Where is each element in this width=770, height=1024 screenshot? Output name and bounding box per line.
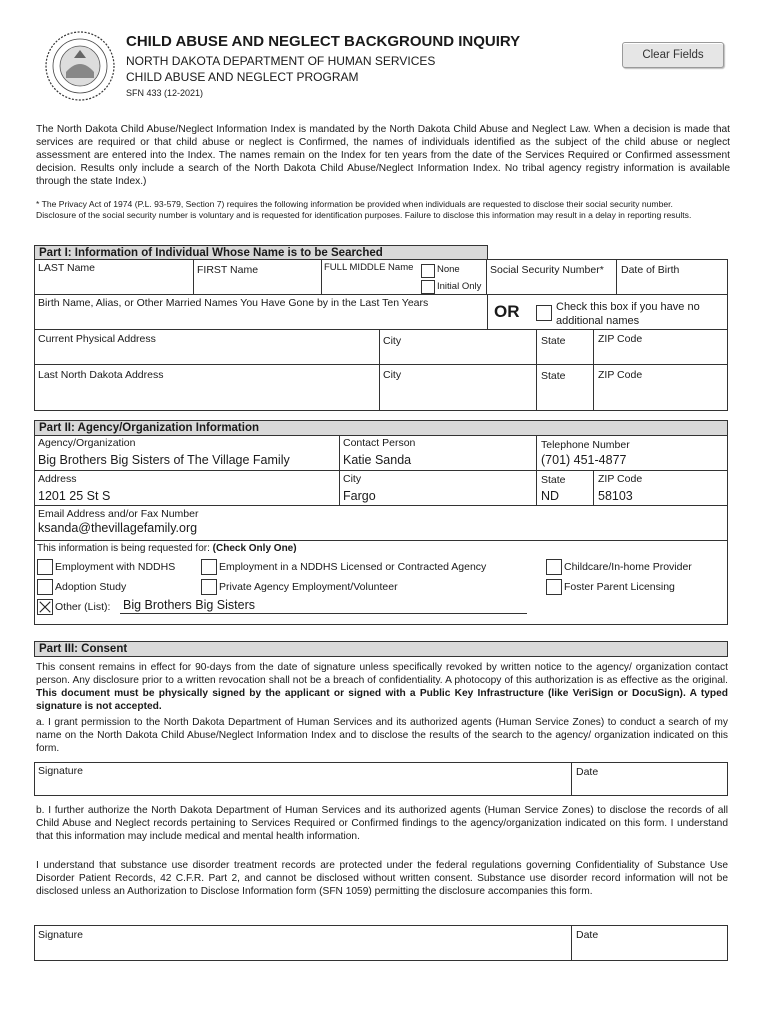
childcare-checkbox[interactable] bbox=[546, 559, 562, 575]
childcare-label: Childcare/In-home Provider bbox=[564, 561, 692, 573]
initial-only-checkbox[interactable] bbox=[421, 280, 435, 294]
last-name-label: LAST Name bbox=[38, 262, 95, 274]
agency-label: Agency/Organization bbox=[38, 437, 136, 449]
address-label: Address bbox=[38, 473, 77, 485]
other-input-line bbox=[120, 613, 527, 614]
ssn-label: Social Security Number* bbox=[490, 264, 604, 276]
signature-a-label: Signature bbox=[38, 765, 83, 777]
telephone-value: (701) 451-4877 bbox=[541, 453, 627, 467]
part3-header: Part III: Consent bbox=[34, 641, 728, 657]
contact-person-value: Katie Sanda bbox=[343, 453, 412, 467]
initial-only-label: Initial Only bbox=[437, 281, 482, 292]
requested-for-label: This information is being requested for: (Check Only One) bbox=[37, 543, 297, 554]
consent-text: This consent remains in effect for 90-days from the date of signature unless specifically revoked by written notice to the agency/ organization contact person. Any disclosure prior to a written revocation shall not be a breach of confidentiality. A photocopy of this authorization is as effective as the original. This document must be physically signed by the applicant or signed with a Public Key Infrastructure (like VeriSign or DocuSign). A typed signature is not accepted. bbox=[36, 662, 728, 712]
adoption-study-label: Adoption Study bbox=[55, 581, 127, 593]
agency-value: Big Brothers Big Sisters of The Village Family bbox=[38, 453, 290, 467]
employment-agency-checkbox[interactable] bbox=[201, 559, 217, 575]
last-nd-address-label: Last North Dakota Address bbox=[38, 369, 164, 381]
adoption-study-checkbox[interactable] bbox=[37, 579, 53, 595]
current-zip-label: ZIP Code bbox=[598, 333, 643, 345]
private-agency-checkbox[interactable] bbox=[201, 579, 217, 595]
clear-fields-button[interactable]: Clear Fields bbox=[622, 42, 724, 68]
current-city-label: City bbox=[383, 335, 402, 347]
none-label: None bbox=[437, 264, 460, 275]
dob-label: Date of Birth bbox=[621, 264, 680, 276]
current-state-label: State bbox=[541, 335, 566, 347]
middle-name-label: FULL MIDDLE Name bbox=[324, 262, 414, 273]
program-name: CHILD ABUSE AND NEGLECT PROGRAM bbox=[126, 70, 359, 84]
other-checkbox[interactable] bbox=[37, 599, 53, 615]
telephone-label: Telephone Number bbox=[541, 439, 630, 451]
last-nd-city-field[interactable] bbox=[379, 364, 537, 411]
part2-header: Part II: Agency/Organization Information bbox=[34, 420, 728, 436]
intro-paragraph: The North Dakota Child Abuse/Neglect Information Index is mandated by the North Dakota Child Abuse and Neglect Law. When a decision is made that services are required or that child abuse or neglect is Confirmed, the names of individuals identified as the subject of the child abuse or neglect assessment are entered into the Index. The names remain on the Index for ten years from the date of the Services Required or Confirmed assessment decision. Results only include a search of the North Dakota Child Abuse/Neglect Information Index. No tribal agency registry information is available through the state Index.) bbox=[36, 124, 730, 187]
consent-b-text: b. I further authorize the North Dakota Department of Human Services and its authorized agents (Human Service Zones) to disclose the records of all Child Abuse and Neglect records pertaining to Services Required or Confirmed findings to the agency/organization indicated on this form. I understand that this information may include medical and mental health information. bbox=[36, 805, 728, 842]
email-value: ksanda@thevillagefamily.org bbox=[38, 521, 198, 535]
agency-zip-value: 58103 bbox=[598, 489, 633, 503]
form-title: CHILD ABUSE AND NEGLECT BACKGROUND INQUIRY bbox=[126, 33, 521, 50]
no-additional-names-label: Check this box if you have no additional names bbox=[556, 301, 700, 327]
private-agency-label: Private Agency Employment/Volunteer bbox=[219, 581, 398, 593]
agency-state-label: State bbox=[541, 474, 566, 486]
none-checkbox[interactable] bbox=[421, 264, 435, 278]
date-a-label: Date bbox=[576, 766, 599, 778]
department-name: NORTH DAKOTA DEPARTMENT OF HUMAN SERVICES bbox=[126, 54, 436, 68]
last-nd-state-label: State bbox=[541, 370, 566, 382]
date-b-label: Date bbox=[576, 929, 599, 941]
substance-disorder-text: I understand that substance use disorder treatment records are protected under the federal regulations governing Confidentiality of Substance Use Disorder Patient Records, 42 C.F.R. Part 2, and cannot be disclosed without written consent. Substance use disorder record information will not be disclosed unless an Authorization to Disclose Information form (SFN 1059) permitting the disclosure accompanies this form. bbox=[36, 860, 728, 897]
no-additional-names-checkbox[interactable] bbox=[536, 305, 552, 321]
other-label: Other (List): bbox=[55, 601, 111, 613]
agency-state-value: ND bbox=[541, 489, 560, 503]
employment-nddhs-label: Employment with NDDHS bbox=[55, 561, 176, 573]
signature-b-field[interactable] bbox=[34, 925, 572, 961]
agency-city-label: City bbox=[343, 473, 362, 485]
employment-nddhs-checkbox[interactable] bbox=[37, 559, 53, 575]
part1-header: Part I: Information of Individual Whose Name is to be Searched bbox=[34, 245, 488, 260]
check-x-icon bbox=[38, 600, 52, 614]
consent-a-text: a. I grant permission to the North Dakota Department of Human Services and its authorized agents (Human Service Zones) to conduct a search of my name on the North Dakota Child Abuse/Neglect Information Index and to disclose the results of the search to the agency/ organization indicated on this form. bbox=[36, 717, 728, 754]
signature-b-label: Signature bbox=[38, 929, 83, 941]
agency-zip-label: ZIP Code bbox=[598, 473, 643, 485]
other-value[interactable]: Big Brothers Big Sisters bbox=[123, 598, 255, 612]
birth-name-label: Birth Name, Alias, or Other Married Names You Have Gone by in the Last Ten Years bbox=[38, 297, 429, 309]
signature-a-field[interactable] bbox=[34, 762, 572, 796]
current-address-label: Current Physical Address bbox=[38, 333, 156, 345]
contact-person-label: Contact Person bbox=[343, 437, 416, 449]
or-label: OR bbox=[494, 302, 520, 321]
foster-parent-checkbox[interactable] bbox=[546, 579, 562, 595]
last-nd-zip-label: ZIP Code bbox=[598, 369, 643, 381]
last-nd-city-label: City bbox=[383, 369, 402, 381]
form-number: SFN 433 (12-2021) bbox=[126, 88, 204, 98]
agency-city-value: Fargo bbox=[343, 489, 376, 503]
employment-agency-label: Employment in a NDDHS Licensed or Contracted Agency bbox=[219, 561, 487, 573]
state-seal-icon bbox=[44, 30, 116, 102]
email-label: Email Address and/or Fax Number bbox=[38, 508, 199, 520]
current-city-field[interactable] bbox=[379, 329, 537, 365]
privacy-notice: * The Privacy Act of 1974 (P.L. 93-579, Section 7) requires the following information be provided when individuals are requested to disclose their social security number. Disclosure of the social security number is voluntary and is requested for identification purposes. Failure to disclose this information may result in a delay in reporting results. bbox=[36, 199, 692, 220]
first-name-label: FIRST Name bbox=[197, 264, 259, 276]
address-value: 1201 25 St S bbox=[38, 489, 111, 503]
foster-parent-label: Foster Parent Licensing bbox=[564, 581, 675, 593]
